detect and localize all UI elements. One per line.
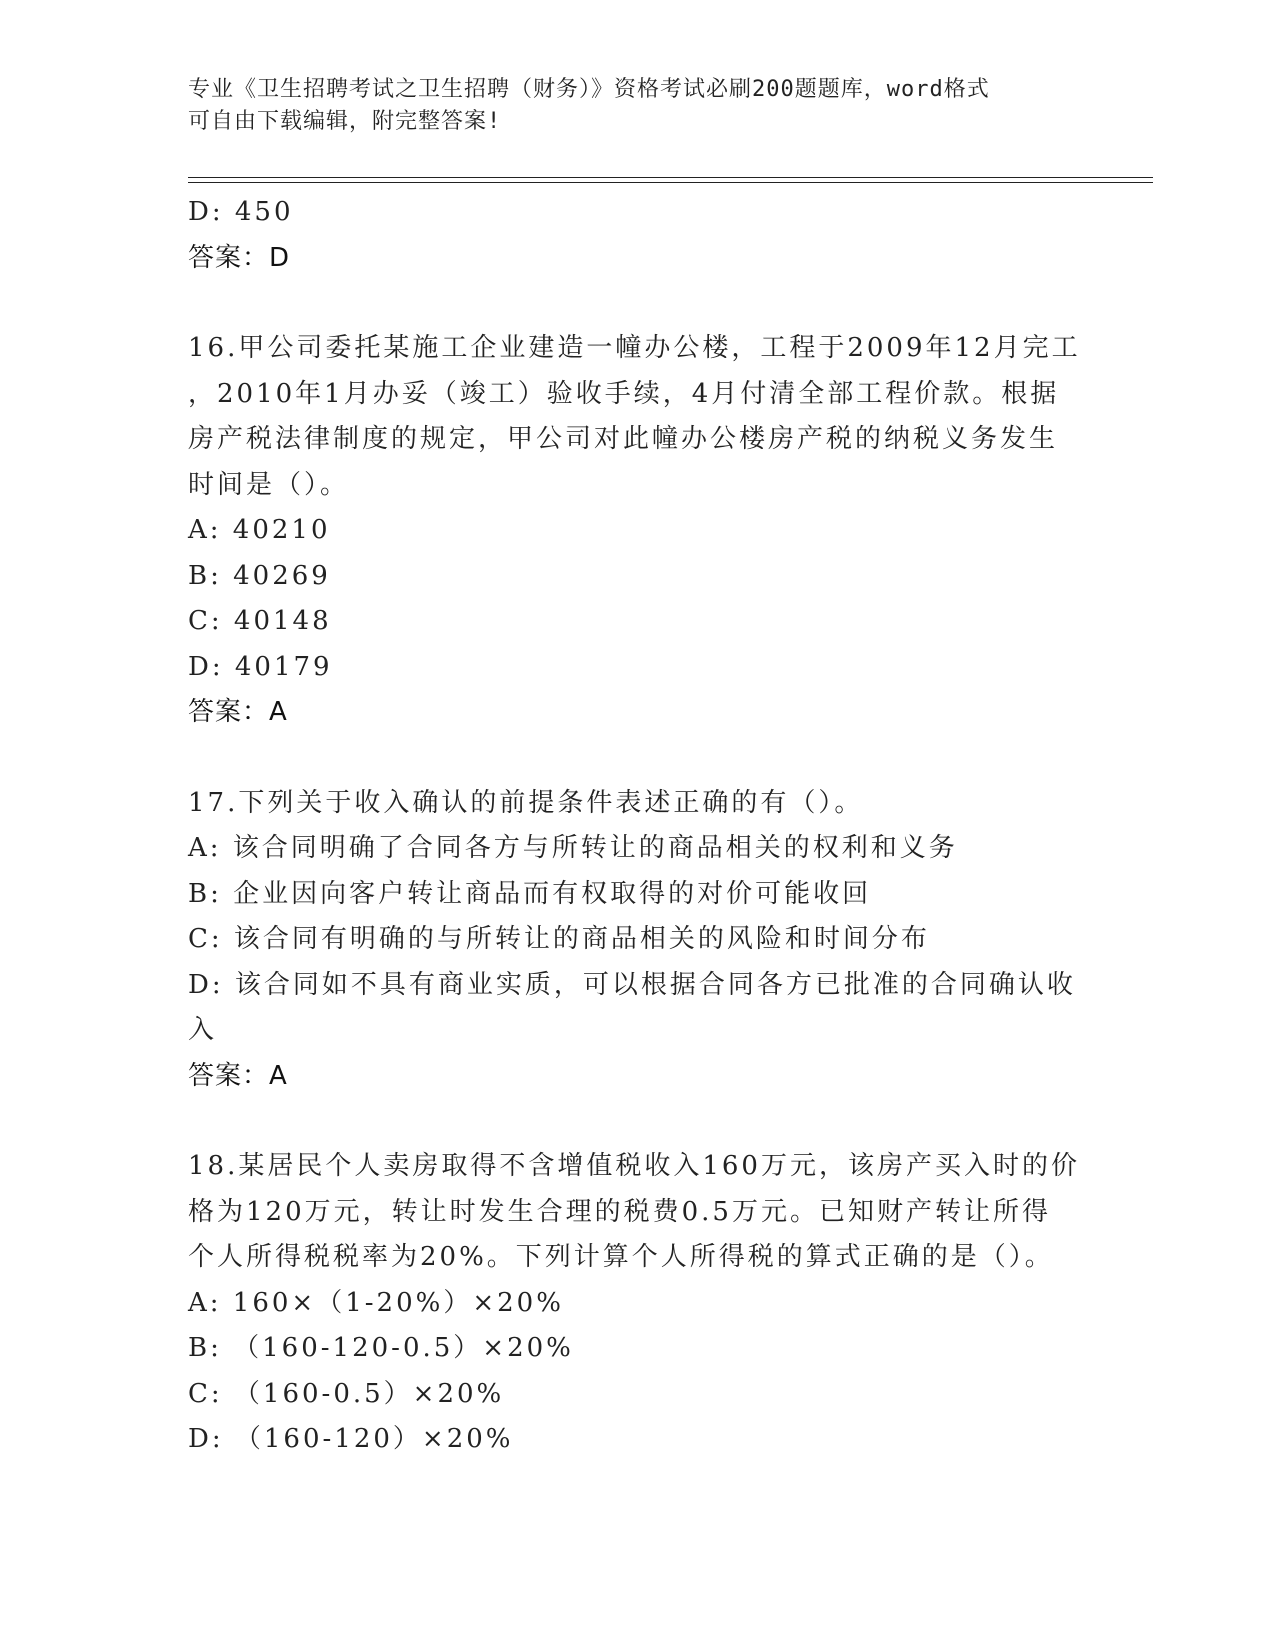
spacer xyxy=(188,1099,1078,1144)
q16-option-a: A: 40210 xyxy=(188,515,331,545)
spacer xyxy=(188,281,1078,326)
q16-option-d: D: 40179 xyxy=(188,651,333,682)
header-divider-top xyxy=(188,177,1153,178)
prev-answer: 答案：D xyxy=(188,242,291,273)
spacer xyxy=(188,736,1078,781)
q17-option-a: A: 该合同明确了合同各方与所转让的商品相关的权利和义务 xyxy=(188,833,958,863)
q16-stem-line-2: ，2010年1月办妥（竣工）验收手续，4月付清全部工程价款。根据 xyxy=(188,378,1060,409)
question-18 xyxy=(188,1144,1078,1463)
q18-option-b: B: （160-120-0.5）×20% xyxy=(188,1333,574,1363)
q17-option-d-line-1: D: 该合同如不具有商业实质，可以根据合同各方已批准的合同确认收 xyxy=(188,969,1076,1000)
q17-answer: 答案：A xyxy=(188,1060,288,1091)
question-16 xyxy=(188,326,1081,736)
header-line-2: 可自由下载编辑，附完整答案! xyxy=(188,109,502,134)
q18-stem-line-1: 18.某居民个人卖房取得不含增值税收入160万元，该房产买入时的价 xyxy=(188,1151,1080,1181)
q18-option-d: D: （160-120）×20% xyxy=(188,1424,514,1454)
prev-option-d: D: 450 xyxy=(188,197,294,227)
header-divider-bottom xyxy=(188,182,1153,183)
q16-stem-line-1: 16.甲公司委托某施工企业建造一幢办公楼，工程于2009年12月完工 xyxy=(188,333,1081,363)
q17-stem: 17.下列关于收入确认的前提条件表述正确的有（）。 xyxy=(188,787,864,818)
q16-option-c: C: 40148 xyxy=(188,606,332,636)
q18-stem-line-2: 格为120万元，转让时发生合理的税费0.5万元。已知财产转让所得 xyxy=(188,1196,1051,1227)
q18-option-a: A: 160×（1-20%）×20% xyxy=(188,1287,564,1318)
q17-option-b: B: 企业因向客户转让商品而有权取得的对价可能收回 xyxy=(188,878,872,909)
q18-stem-line-3: 个人所得税税率为20%。下列计算个人所得税的算式正确的是（）。 xyxy=(188,1242,1054,1272)
document-header xyxy=(188,74,1068,138)
q16-stem-line-3: 房产税法律制度的规定，甲公司对此幢办公楼房产税的纳税义务发生 xyxy=(188,424,1059,454)
header-line-1: 专业《卫生招聘考试之卫生招聘（财务）》资格考试必刷200题题库，word格式 xyxy=(188,77,990,102)
question-17 xyxy=(188,781,1078,1100)
q18-option-c: C: （160-0.5）×20% xyxy=(188,1378,505,1409)
q17-option-d-line-2: 入 xyxy=(188,1015,218,1045)
q17-option-c: C: 该合同有明确的与所转让的商品相关的风险和时间分布 xyxy=(188,924,930,954)
q16-option-b: B: 40269 xyxy=(188,560,331,591)
q16-answer: 答案：A xyxy=(188,697,288,727)
q16-stem-line-4: 时间是（）。 xyxy=(188,469,350,500)
question-content xyxy=(188,190,1081,1463)
